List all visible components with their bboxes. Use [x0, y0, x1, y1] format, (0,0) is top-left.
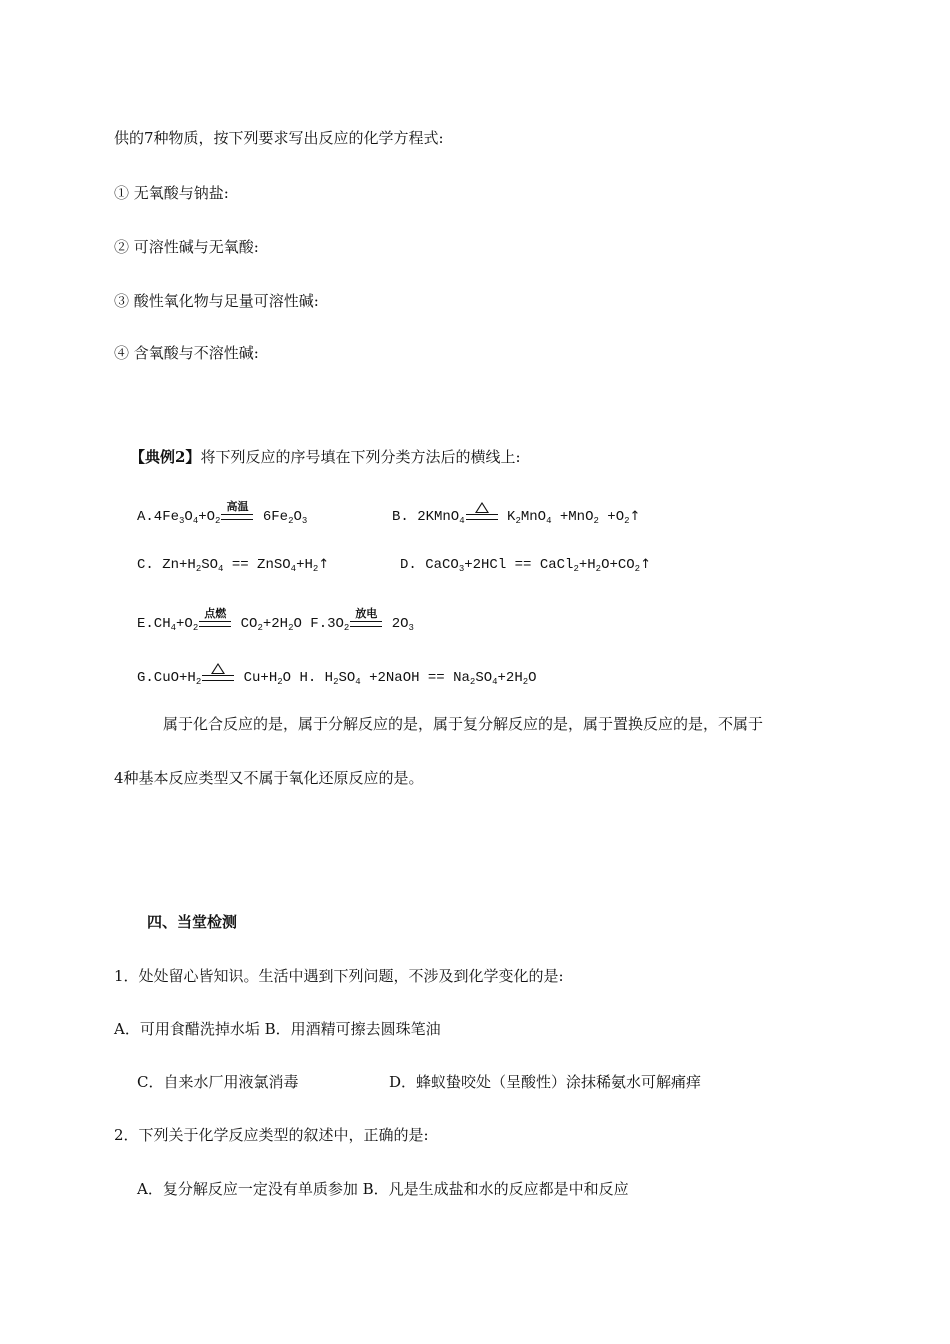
- question-1-option-c: C．自来水厂用液氯消毒: [137, 1073, 299, 1091]
- classify-text-1: 属于化合反应的是，属于分解反应的是，属于复分解反应的是，属于置换反应的是，不属于: [163, 715, 764, 733]
- reaction-b: B. 2KMnO$_4$ $K_2MnO_4 +MnO_2$ $+O_2↑$: [392, 501, 640, 527]
- question-2-options-ab: A．复分解反应一定没有单质参加 B．凡是生成盐和水的反应都是中和反应: [137, 1180, 629, 1198]
- section-heading: 四、当堂检测: [147, 913, 238, 931]
- question-1-stem: 1．处处留心皆知识。生活中遇到下列问题，不涉及到化学变化的是:: [114, 967, 564, 985]
- question-item-2: ② 可溶性碱与无氧酸:: [114, 238, 259, 256]
- gas-arrow-icon: ↑: [640, 557, 651, 572]
- example-2-label: 【典例2】: [130, 448, 201, 466]
- gas-arrow-icon: ↑: [318, 557, 330, 572]
- heat-triangle-icon: [475, 502, 489, 513]
- reaction-e-f: $E.CH_4+O_2$ 点燃 $CO_2+2H_2O$ $F.3O_2$ 放电 $2O_3$: [137, 607, 414, 633]
- reaction-d: D. CaCO$_3$+2HCl == $CaCl_2+H_2O+CO_2↑$: [400, 557, 651, 574]
- example-2-text: 将下列反应的序号填在下列分类方法后的横线上:: [200, 448, 521, 466]
- discharge-condition: 放电: [350, 608, 382, 634]
- question-1-option-d: D．蜂蚁蛰咬处（呈酸性）涂抹稀氨水可解痛痒: [389, 1073, 702, 1091]
- question-item-4: ④ 含氧酸与不溶性碱:: [114, 344, 259, 362]
- gas-arrow-icon: ↑: [629, 509, 641, 524]
- reaction-a: $A.4Fe_3O_4+O_2$ 高温 $6Fe_2O_3$: [137, 500, 308, 526]
- heat-condition: [202, 662, 234, 688]
- ignite-condition: 点燃: [199, 608, 231, 634]
- high-temp-condition: 高温: [221, 501, 253, 527]
- reaction-g-h: $G.CuO+H_2$ $Cu+H_2O$ H. $H_2SO_4$ +2NaOH == $Na_2SO_4+2H_2O$: [137, 662, 537, 688]
- reaction-c: C. $Zn+H_2SO_4$ == $ZnSO_4+H_2↑$: [137, 557, 330, 574]
- question-item-3: ③ 酸性氧化物与足量可溶性碱:: [114, 292, 319, 310]
- question-1-options-ab: A．可用食醋洗掉水垢 B．用酒精可擦去圆珠笔油: [114, 1020, 441, 1038]
- example-2-heading: [130, 447, 521, 467]
- heat-condition: [466, 501, 498, 527]
- question-2-stem: 2．下列关于化学反应类型的叙述中，正确的是:: [114, 1126, 429, 1144]
- intro-text: 供的7种物质，按下列要求写出反应的化学方程式:: [114, 129, 444, 147]
- classify-text-2: 4种基本反应类型又不属于氧化还原反应的是。: [114, 769, 424, 787]
- question-item-1: ① 无氧酸与钠盐:: [114, 184, 229, 202]
- heat-triangle-icon: [211, 663, 225, 674]
